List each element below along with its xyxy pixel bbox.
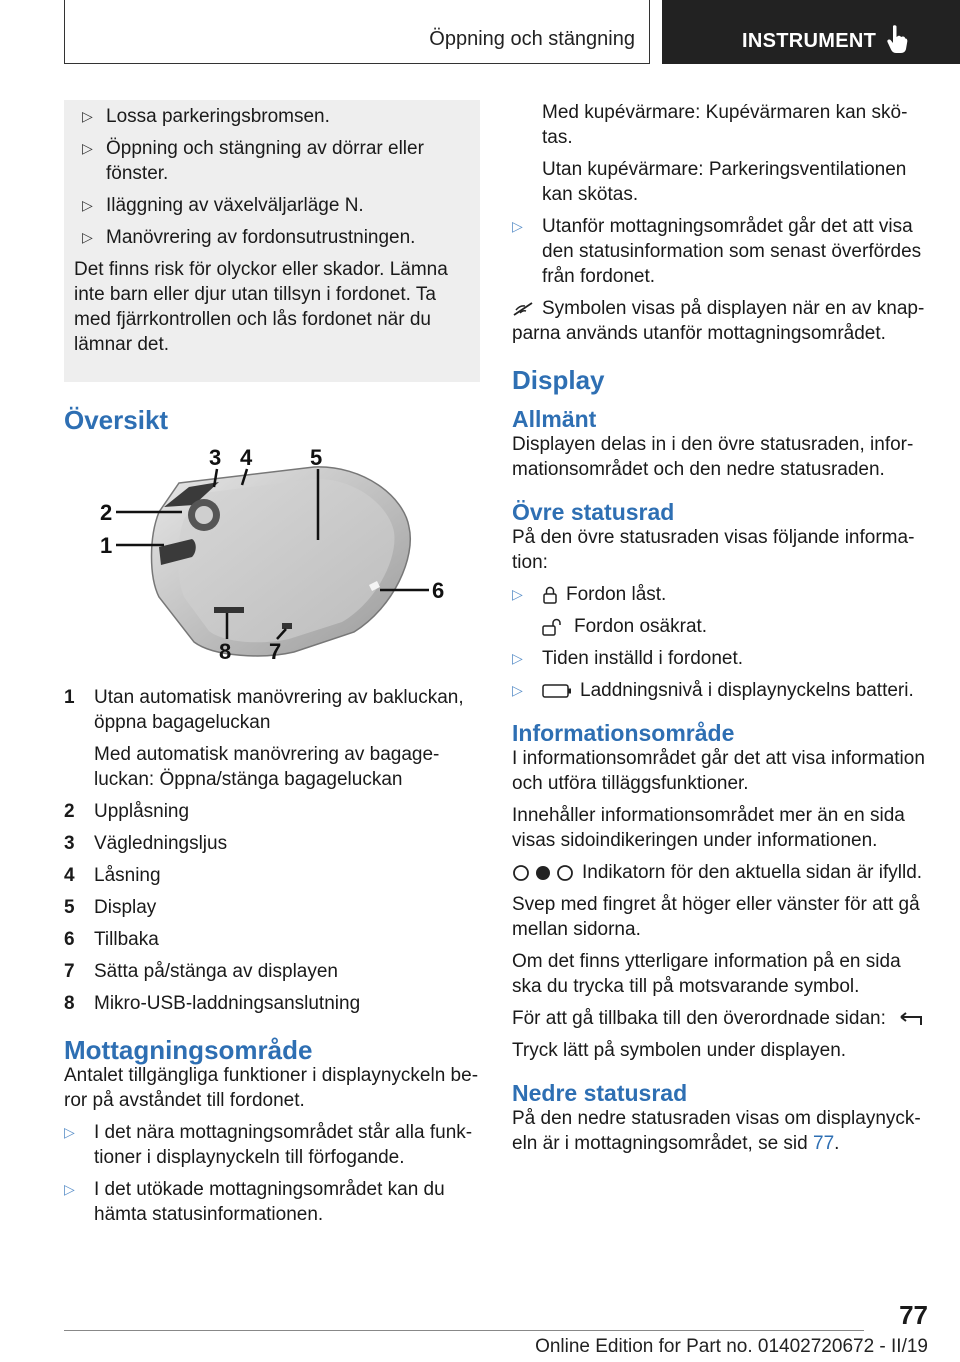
symbol-paragraph: Symbolen visas på displayen när en av knapparna används utanför mottagningsområdet. — [512, 298, 925, 344]
paragraph: Om det finns ytterligare information på en sida ska du trycka till på motsvarande symbol. — [512, 951, 901, 997]
paragraph: På den nedre statusraden visas om displaynyckeln är i mottagningsområdet, se sid 77. — [512, 1108, 921, 1154]
warning-text: Det finns risk för olyckor eller skador. Lämna inte barn eller djur utan tillsyn i fordonet. Ta med fjärrkontrollen och lås fordonet när du lämnar det. — [74, 259, 448, 355]
signal-off-icon — [512, 301, 534, 317]
legend-item: 8 Mikro-USB-laddningsanslutning — [64, 993, 361, 1014]
list-item: ▷ Utanför mottagningsområdet går det att visa den statusinformation som senast överfördes från fordonet. — [512, 216, 922, 287]
legend-item: 1 Utan automatisk manövrering av bakluckan, öppna bagageluckan Med automatisk manövrering av bagageluckan: Öppna/stänga bagageluckan — [64, 687, 464, 790]
paragraph: Med kupévärmare: Kupévärmaren kan skötas. — [542, 102, 908, 148]
callout-6: 6 — [432, 578, 445, 603]
lock-closed-icon — [542, 586, 558, 604]
list-item: ▷ Fordon låst. — [512, 584, 667, 605]
triangle-bullet-icon: ▷ — [82, 197, 93, 213]
header-left-rule — [64, 0, 65, 64]
list-item: ▷ I det utökade mottagningsområdet kan du hämta statusinformationen. — [64, 1179, 445, 1225]
callout-8: 8 — [219, 639, 232, 664]
triangle-bullet-icon: ▷ — [82, 229, 93, 245]
lower-statusbar-heading: Nedre statusrad — [512, 1080, 688, 1106]
triangle-bullet-icon: ▷ — [64, 1181, 75, 1197]
callout-4: 4 — [240, 447, 253, 470]
paragraph: Tryck lätt på symbolen under displayen. — [512, 1040, 847, 1061]
paragraph: Utan kupévärmare: Parkeringsventilationen kan skötas. — [542, 159, 907, 205]
legend-item: 4 Låsning — [64, 865, 161, 886]
range-heading: Mottagningsområde — [64, 1035, 313, 1065]
info-area-heading: Informationsområde — [512, 720, 735, 746]
chapter-tab-label: INSTRUMENT — [742, 30, 877, 52]
triangle-bullet-icon: ▷ — [512, 650, 523, 666]
list-item: ▷ Lossa parkeringsbromsen. — [82, 106, 330, 127]
upper-statusbar-heading: Övre statusrad — [512, 499, 675, 525]
callout-7: 7 — [269, 639, 282, 664]
list-item: ▷ Manövrering av fordonsutrustningen. — [82, 227, 416, 248]
triangle-bullet-icon: ▷ — [512, 682, 523, 698]
back-paragraph: För att gå tillbaka till den överordnade sidan: — [512, 1006, 928, 1031]
list-item: ▷ Öppning och stängning av dörrar eller fönster. — [82, 138, 424, 184]
list-item: ▷ Tiden inställd i fordonet. — [512, 648, 744, 669]
triangle-bullet-icon: ▷ — [64, 1124, 75, 1140]
right-column — [512, 100, 928, 1163]
paragraph: På den övre statusraden visas följande information: — [512, 527, 915, 573]
callout-1: 1 — [100, 533, 113, 558]
header-section-title: Öppning och stängning — [429, 28, 635, 50]
paragraph: Innehåller informationsområdet mer än en sida visas sidoindikeringen under informationen. — [512, 805, 905, 851]
range-text: Antalet tillgängliga funktioner i displaynyckeln beror på avståndet till fordonet. — [64, 1065, 479, 1111]
lock-open-icon — [542, 618, 566, 636]
pointing-hand-icon — [886, 24, 908, 54]
battery-icon — [542, 684, 572, 698]
legend-item: 2 Upplåsning — [64, 801, 190, 822]
display-key-figure — [64, 447, 480, 677]
overview-heading: Översikt — [64, 405, 169, 435]
triangle-bullet-icon: ▷ — [512, 586, 523, 602]
callout-5: 5 — [310, 447, 323, 470]
legend-item: 7 Sätta på/stänga av displayen — [64, 961, 339, 982]
page-indicator-icon — [512, 864, 574, 882]
legend-item: 5 Display — [64, 897, 157, 918]
indicator-paragraph: Indikatorn för den aktuella sidan är ifylld. — [512, 860, 928, 885]
triangle-bullet-icon: ▷ — [82, 108, 93, 124]
paragraph: Svep med fingret åt höger eller vänster för att gå mellan sidorna. — [512, 894, 920, 940]
list-item: ▷ I det nära mottagningsområdet står alla funktioner i displaynyckeln till förfogande. — [64, 1122, 473, 1168]
chapter-tab[interactable] — [662, 0, 960, 64]
warning-box — [64, 100, 480, 382]
callout-2: 2 — [100, 500, 113, 525]
paragraph: Displayen delas in i den övre statusraden, informationsområdet och den nedre statusraden. — [512, 434, 914, 480]
header-underline — [64, 63, 650, 64]
page-number: 77 — [899, 1300, 928, 1330]
footer-rule — [64, 1330, 864, 1331]
general-heading: Allmänt — [512, 406, 597, 432]
triangle-bullet-icon: ▷ — [512, 218, 523, 234]
footer-edition: Online Edition for Part no. 01402720672 - II/19 — [535, 1336, 928, 1357]
triangle-bullet-icon: ▷ — [82, 140, 93, 156]
callout-3: 3 — [209, 447, 222, 470]
legend-item: 3 Vägledningsljus — [64, 833, 228, 854]
list-subitem: Fordon osäkrat. — [512, 614, 928, 639]
paragraph: I informationsområdet går det att visa information och utföra tilläggsfunktioner. — [512, 748, 925, 794]
list-item: ▷ Iläggning av växelväljarläge N. — [82, 195, 364, 216]
header-separator — [649, 0, 650, 64]
left-column — [64, 100, 480, 1234]
page-reference-link[interactable]: 77 — [813, 1133, 835, 1154]
list-item: ▷ Laddningsnivå i displaynyckelns batteri. — [512, 680, 914, 701]
legend-item: 6 Tillbaka — [64, 929, 159, 950]
display-heading: Display — [512, 365, 605, 395]
display-key-illustration — [64, 447, 480, 677]
back-arrow-icon — [899, 1011, 925, 1027]
